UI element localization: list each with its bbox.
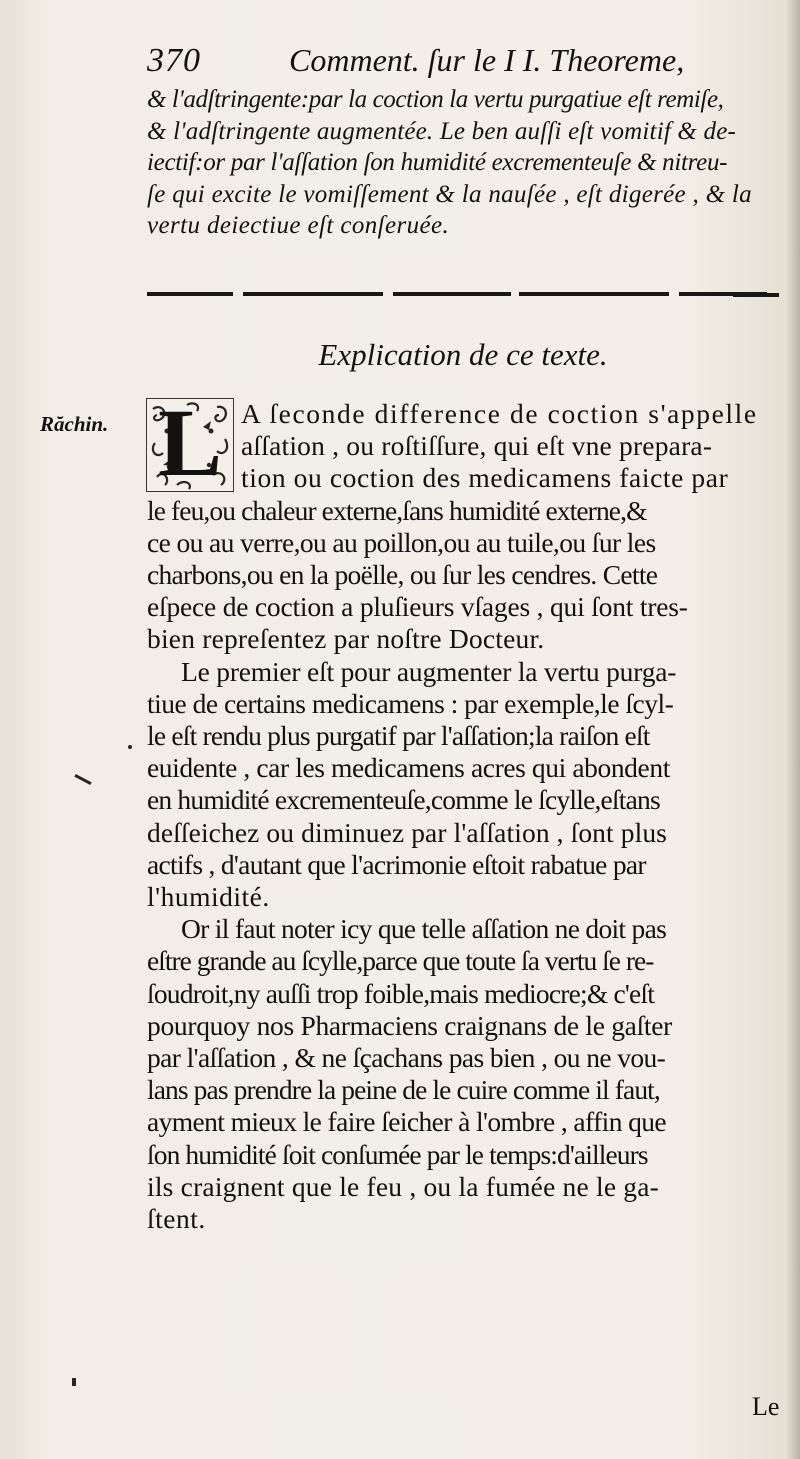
body-line: ſon humidité ſoit conſumée par le temps:d'ailleurs	[147, 1138, 648, 1170]
drop-cap-letter: L	[157, 398, 223, 492]
commentary-line: ſe qui excite le vomiſſement & la nauſée , eſt digerée , & la	[147, 180, 752, 208]
body-line: deſſeichez ou diminuez par l'aſſation , ſont plus	[147, 816, 667, 848]
running-head	[147, 42, 787, 86]
body-line: le eſt rendu plus purgatif par l'aſſation;la raiſon eſt	[147, 720, 650, 752]
body-line: ſoudroit,ny auſſi trop foible,mais mediocre;& c'eſt	[147, 977, 655, 1009]
body-line: charbons,ou en la poëlle, ou ſur les cendres. Cette	[147, 559, 658, 591]
commentary-line: & l'adſtringente augmentée. Le ben auſſi eſt vomitif & de-	[147, 117, 737, 145]
body-line: tiue de certains medicamens : par exemple,le ſcyl-	[147, 687, 674, 719]
body-text	[147, 398, 787, 1235]
body-line: tion ou coction des medicamens faicte par	[241, 462, 729, 494]
body-line: eſpece de coction a pluſieurs vſages , qui ſont tres-	[147, 591, 688, 623]
margin-note: Răchin.	[40, 412, 109, 436]
body-line: par l'aſſation , & ne ſçachans pas bien , ou ne vou-	[147, 1042, 666, 1074]
body-line: pourquoy nos Pharmaciens craignans de le gaſter	[147, 1009, 673, 1041]
body-line: actifs , d'autant que l'acrimonie eſtoit rabatue par	[147, 848, 646, 880]
body-line: ils craignent que le feu , ou la fumée ne le ga-	[147, 1170, 660, 1202]
body-line: lans pas prendre la peine de le cuire comme il faut,	[147, 1074, 660, 1106]
ink-speck	[72, 1378, 76, 1386]
body-line: le feu,ou chaleur externe,ſans humidité externe,&	[147, 494, 647, 526]
section-heading: Explication de ce texte.	[318, 337, 608, 372]
body-line: l'humidité.	[147, 881, 270, 913]
body-line: ayment mieux le faire ſeicher à l'ombre , affin que	[147, 1106, 667, 1138]
body-line: ſtent.	[147, 1203, 206, 1235]
ink-speck	[74, 774, 91, 785]
body-line: en humidité excrementeuſe,comme le ſcylle,eſtans	[147, 784, 660, 816]
body-line: Or il faut noter icy que telle aſſation ne doit pas	[181, 913, 667, 945]
body-line: bien repreſentez par noſtre Docteur.	[147, 623, 545, 655]
body-line: ce ou au verre,ou au poillon,ou au tuile,ou ſur les	[147, 526, 656, 558]
page-number: 370	[147, 42, 201, 79]
ink-speck	[128, 745, 132, 749]
body-line: Le premier eſt pour augmenter la vertu purga-	[181, 655, 677, 687]
page-edge-shadow	[786, 0, 800, 1459]
commentary-line: & l'adſtringente:par la coction la vertu purgatiue eſt remiſe,	[147, 86, 724, 113]
commentary-line: iectif:or par l'aſſation ſon humidité excrementeuſe & nitreu-	[147, 149, 728, 176]
commentary-block	[147, 84, 787, 242]
running-title: Comment. ſur le I I. Theoreme,	[289, 42, 685, 78]
commentary-line: vertu deiectiue eſt conſeruée.	[147, 212, 450, 239]
catchword: Le	[752, 1392, 780, 1421]
body-line: A ſeconde difference de coction s'appelle	[241, 398, 758, 429]
body-line: aſſation , ou roſtiſſure, qui eſt vne prepara-	[241, 430, 713, 462]
body-line: euidente , car les medicamens acres qui abondent	[147, 752, 670, 784]
section-divider-rule	[147, 292, 779, 298]
body-line: eſtre grande au ſcylle,parce que toute ſa vertu ſe re-	[147, 945, 654, 977]
